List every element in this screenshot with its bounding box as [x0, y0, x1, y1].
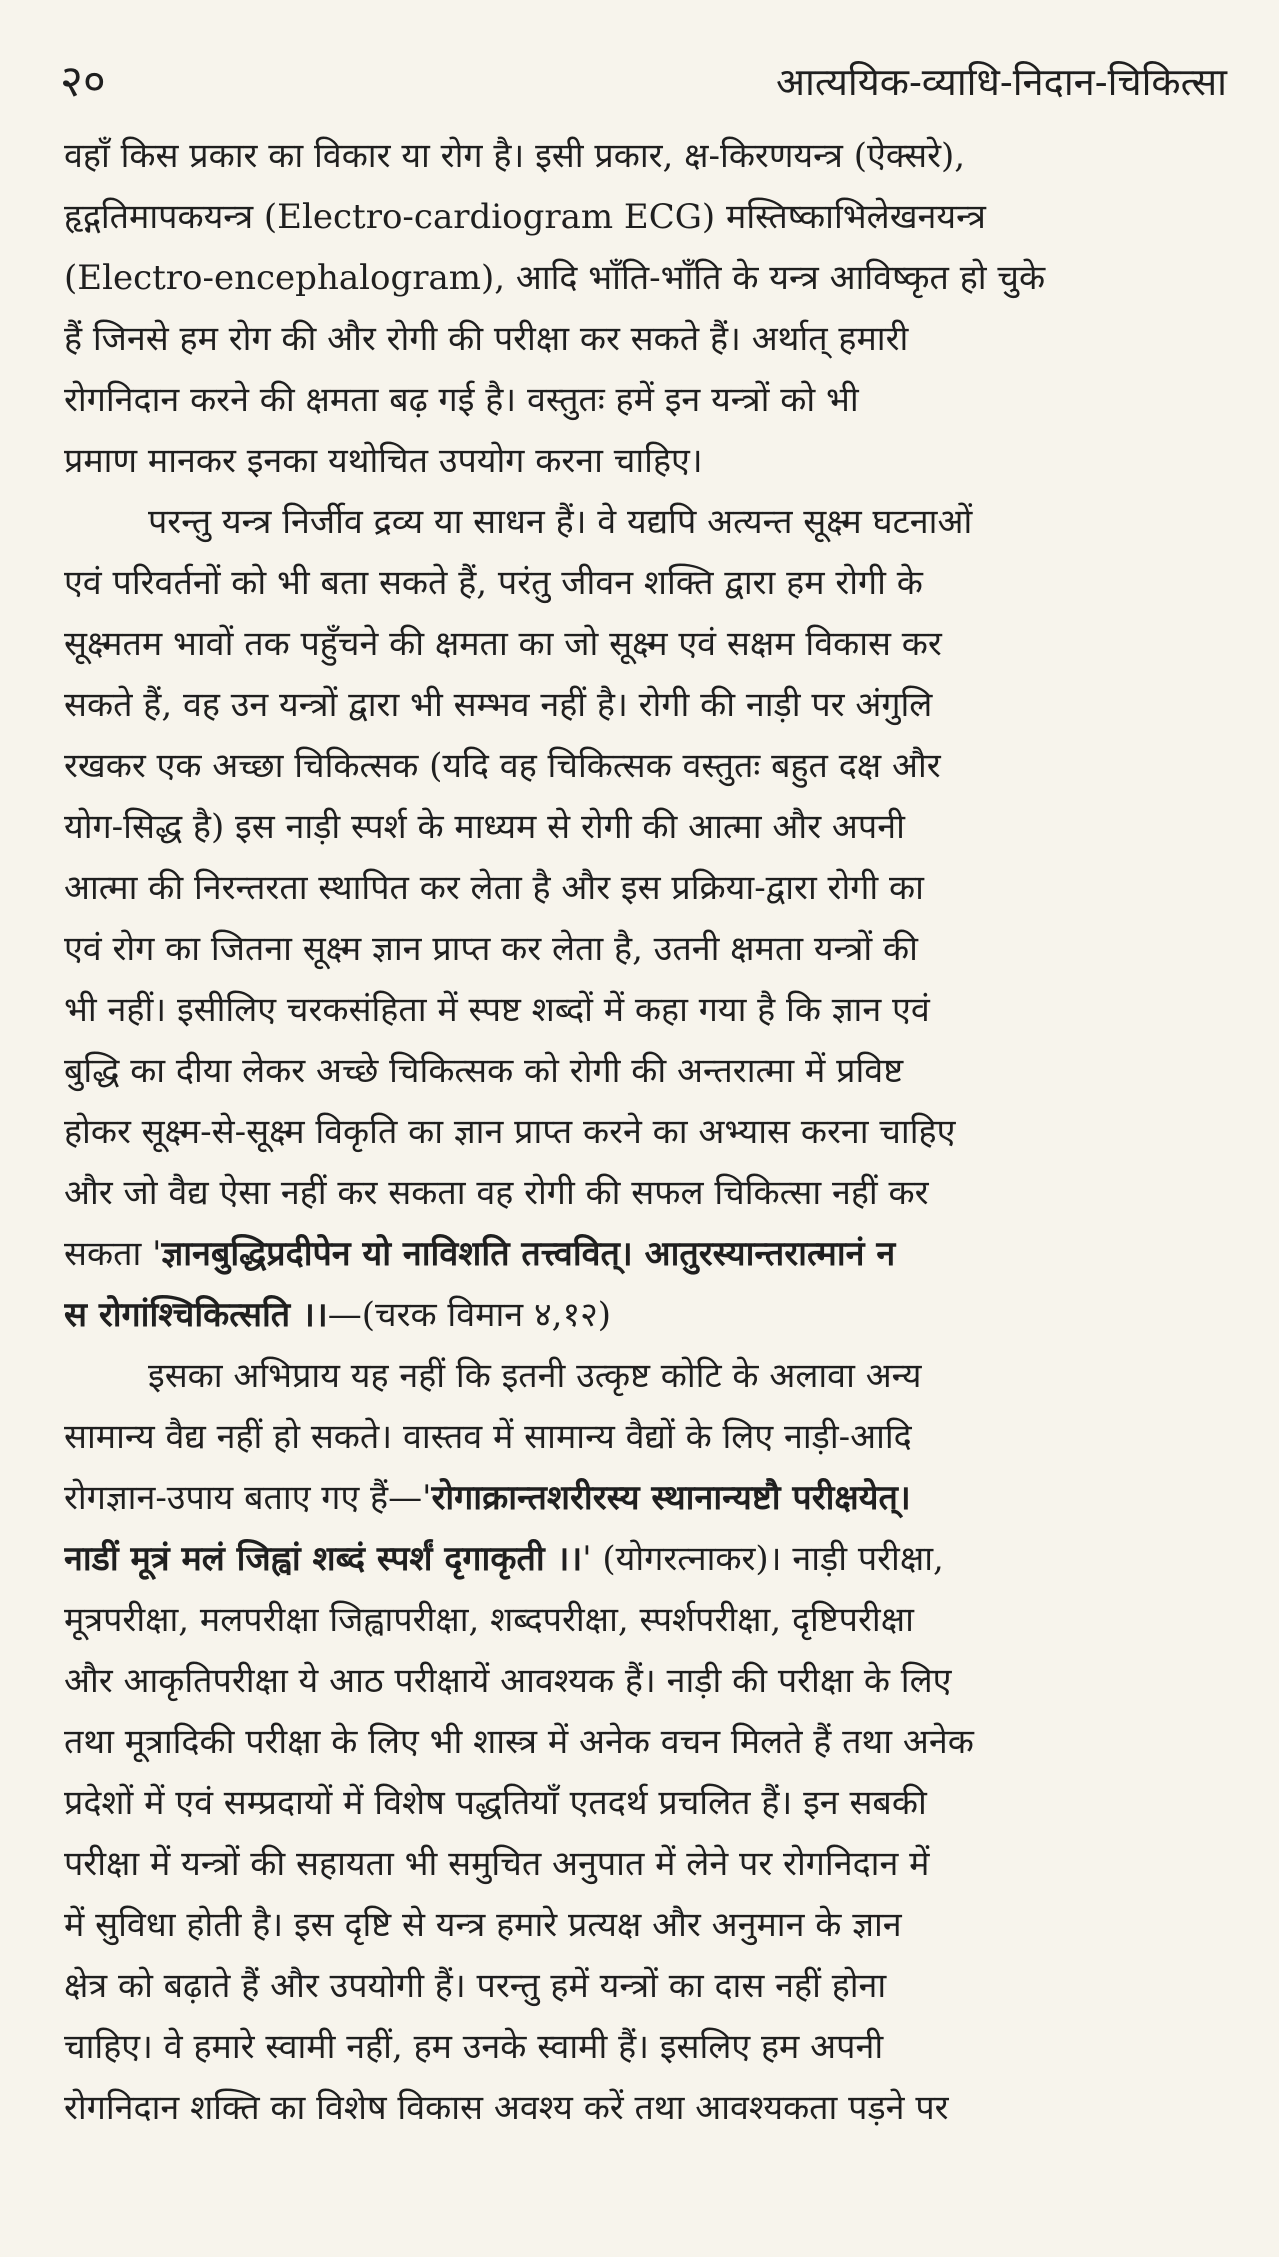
quote-1-line-1	[64, 1224, 1222, 1285]
quote-2-lead: रोगज्ञान-उपाय बताए गए हैं—'	[64, 1478, 432, 1518]
paragraph-4-line-2: और आकृतिपरीक्षा ये आठ परीक्षायें आवश्यक हैं। नाड़ी की परीक्षा के लिए	[64, 1661, 952, 1701]
paragraph-2-line-5: रखकर एक अच्छा चिकित्सक (यदि वह चिकित्सक वस्तुतः बहुत दक्ष और	[64, 746, 941, 786]
quote-1-sanskrit-line-2: स रोगांश्चिकित्सति ।।	[64, 1295, 328, 1335]
quote-1-lead: सकता '	[64, 1234, 162, 1274]
paragraph-1-line-1: वहाँ किस प्रकार का विकार या रोग है। इसी प्रकार, क्ष-किरणयन्त्र (ऐक्सरे),	[64, 136, 966, 176]
paragraph-4-line-8: चाहिए। वे हमारे स्वामी नहीं, हम उनके स्वामी हैं। इसलिए हम अपनी	[64, 2027, 884, 2067]
paragraph-2-line-9: भी नहीं। इसीलिए चरकसंहिता में स्पष्ट शब्दों में कहा गया है कि ज्ञान एवं	[64, 990, 930, 1030]
paragraph-3-line-2: सामान्य वैद्य नहीं हो सकते। वास्तव में सामान्य वैद्यों के लिए नाड़ी-आदि	[64, 1417, 912, 1457]
page-header	[60, 40, 1227, 107]
paragraph-4-line-5: परीक्षा में यन्त्रों की सहायता भी समुचित अनुपात में लेने पर रोगनिदान में	[64, 1844, 930, 1884]
paragraph-1-line-4: हैं जिनसे हम रोग की और रोगी की परीक्षा कर सकते हैं। अर्थात् हमारी	[64, 319, 909, 359]
paragraph-2-line-11: होकर सूक्ष्म-से-सूक्ष्म विकृति का ज्ञान प्राप्त करने का अभ्यास करना चाहिए	[64, 1112, 956, 1152]
quote-2-tail: ' (योगरत्नाकर)। नाड़ी परीक्षा,	[582, 1539, 944, 1579]
quote-2-sanskrit-line-2: नाडीं मूत्रं मलं जिह्वां शब्दं स्पर्शं दृगाकृती ।।	[64, 1539, 583, 1579]
paragraph-1-line-6: प्रमाण मानकर इनका यथोचित उपयोग करना चाहिए।	[64, 441, 703, 481]
paragraph-2-line-6: योग-सिद्ध है) इस नाड़ी स्पर्श के माध्यम से रोगी की आत्मा और अपनी	[64, 807, 905, 847]
paragraph-4-line-6: में सुविधा होती है। इस दृष्टि से यन्त्र हमारे प्रत्यक्ष और अनुमान के ज्ञान	[64, 1905, 902, 1945]
paragraph-4-line-1: मूत्रपरीक्षा, मलपरीक्षा जिह्वापरीक्षा, शब्दपरीक्षा, स्पर्शपरीक्षा, दृष्टिपरीक्षा	[64, 1600, 914, 1640]
paragraph-2-line-8: एवं रोग का जितना सूक्ष्म ज्ञान प्राप्त कर लेता है, उतनी क्षमता यन्त्रों की	[64, 929, 918, 969]
page-body	[64, 126, 1222, 2139]
paragraph-2-line-1: परन्तु यन्त्र निर्जीव द्रव्य या साधन हैं। वे यद्यपि अत्यन्त सूक्ष्म घटनाओं	[148, 502, 973, 542]
paragraph-2-line-3: सूक्ष्मतम भावों तक पहुँचने की क्षमता का जो सूक्ष्म एवं सक्षम विकास कर	[64, 624, 942, 664]
quote-1-line-2	[64, 1285, 1222, 1346]
paragraph-1-line-5: रोगनिदान करने की क्षमता बढ़ गई है। वस्तुतः हमें इन यन्त्रों को भी	[64, 380, 859, 420]
paragraph-1-line-2: हृद्गतिमापकयन्त्र (Electro-cardiogram ECG) मस्तिष्काभिलेखनयन्त्र	[64, 197, 986, 237]
paragraph-4-line-3: तथा मूत्रादिकी परीक्षा के लिए भी शास्त्र में अनेक वचन मिलते हैं तथा अनेक	[64, 1722, 974, 1762]
quote-1-sanskrit-line-1: ज्ञानबुद्धिप्रदीपेन यो नाविशति तत्त्ववित्। आतुरस्यान्तरात्मानं न	[161, 1234, 896, 1274]
quote-2-sanskrit-line-1: रोगाक्रान्तशरीरस्य स्थानान्यष्टौ परीक्षयेत्।	[431, 1478, 911, 1518]
paragraph-3-line-1: इसका अभिप्राय यह नहीं कि इतनी उत्कृष्ट कोटि के अलावा अन्य	[148, 1356, 922, 1396]
quote-2-line-2	[64, 1529, 1222, 1590]
paragraph-2-line-12: और जो वैद्य ऐसा नहीं कर सकता वह रोगी की सफल चिकित्सा नहीं कर	[64, 1173, 929, 1213]
paragraph-2-line-7: आत्मा की निरन्तरता स्थापित कर लेता है और इस प्रक्रिया-द्वारा रोगी का	[64, 868, 924, 908]
paragraph-4-line-4: प्रदेशों में एवं सम्प्रदायों में विशेष पद्धतियाँ एतदर्थ प्रचलित हैं। इन सबकी	[64, 1783, 927, 1823]
paragraph-2-line-10: बुद्धि का दीया लेकर अच्छे चिकित्सक को रोगी की अन्तरात्मा में प्रविष्ट	[64, 1051, 904, 1091]
paragraph-1-line-3: (Electro-encephalogram), आदि भाँति-भाँति के यन्त्र आविष्कृत हो चुके	[64, 258, 1046, 298]
paragraph-4-line-7: क्षेत्र को बढ़ाते हैं और उपयोगी हैं। परन्तु हमें यन्त्रों का दास नहीं होना	[64, 1966, 887, 2006]
quote-2-line-1	[64, 1468, 1222, 1529]
page-number: २०	[60, 56, 106, 107]
quote-1-citation: —(चरक विमान ४,१२)	[327, 1295, 612, 1335]
running-head: आत्ययिक-व्याधि-निदान-चिकित्सा	[775, 60, 1227, 105]
paragraph-2-line-2: एवं परिवर्तनों को भी बता सकते हैं, परंतु जीवन शक्ति द्वारा हम रोगी के	[64, 563, 923, 603]
paragraph-2-line-4: सकते हैं, वह उन यन्त्रों द्वारा भी सम्भव नहीं है। रोगी की नाड़ी पर अंगुलि	[64, 685, 933, 725]
paragraph-4-line-9: रोगनिदान शक्ति का विशेष विकास अवश्य करें तथा आवश्यकता पड़ने पर	[64, 2088, 949, 2128]
